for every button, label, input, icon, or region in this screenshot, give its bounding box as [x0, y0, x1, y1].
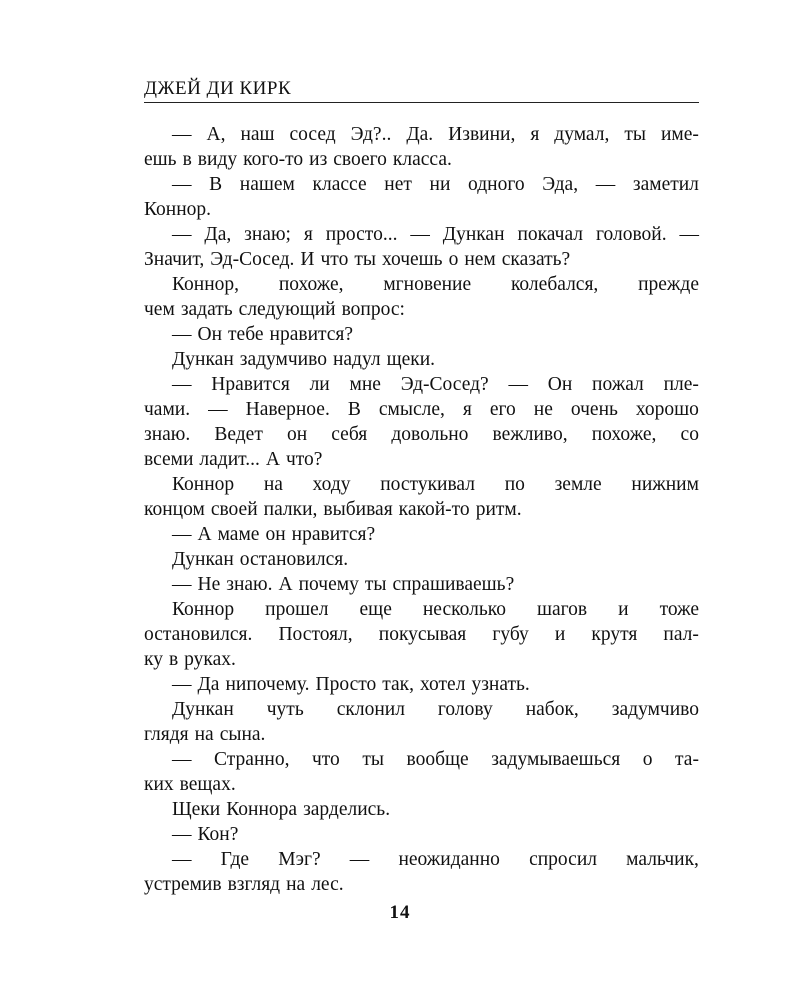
word: следующий: [238, 299, 336, 320]
word: —: [172, 524, 192, 545]
word: в: [168, 649, 179, 670]
word: задумываешься: [491, 749, 621, 770]
text-line: [144, 522, 699, 547]
word: Коннор,: [172, 274, 240, 295]
text-line: [144, 647, 699, 672]
word: Странно,: [214, 749, 290, 770]
text-line: [144, 197, 699, 222]
word: хочешь: [381, 249, 443, 270]
word: в: [182, 149, 192, 170]
word: Кон?: [197, 824, 239, 845]
word: что: [311, 749, 340, 770]
text-line: [144, 672, 699, 697]
word: взгляд: [227, 874, 281, 895]
word: Да: [197, 674, 220, 695]
word: еще: [359, 599, 392, 620]
word: знаю.: [226, 574, 273, 595]
word: о: [448, 249, 459, 270]
word: довольно: [391, 424, 469, 445]
word: Он: [197, 324, 223, 345]
word: что: [320, 249, 349, 270]
word: крутя: [591, 624, 638, 645]
word: так,: [382, 674, 415, 695]
word: своей: [210, 499, 258, 520]
word: ритм.: [475, 499, 522, 520]
word: Эд-Сосед.: [210, 249, 295, 270]
word: со: [680, 424, 699, 445]
word: он: [265, 524, 286, 545]
word: —: [172, 849, 192, 870]
word: остановился.: [144, 624, 253, 645]
word: знаю.: [144, 424, 191, 445]
word: тоже: [659, 599, 699, 620]
word: и: [618, 599, 629, 620]
word: —: [172, 174, 192, 195]
word: и: [554, 624, 566, 645]
word: какой-то: [398, 499, 470, 520]
text-line: [144, 322, 699, 347]
word: задумчиво: [239, 349, 327, 370]
word: ешь: [144, 149, 177, 170]
word: из: [309, 149, 328, 170]
word: остановился.: [239, 549, 349, 570]
word: Дункан: [172, 549, 234, 570]
word: —: [172, 224, 192, 245]
text-line: [144, 822, 699, 847]
word: колебался,: [510, 274, 599, 295]
text-line: [144, 447, 699, 472]
word: шагов: [536, 599, 588, 620]
word: Нравится: [211, 374, 290, 395]
text-line: [144, 122, 699, 147]
word: о: [642, 749, 653, 770]
text-line: [144, 372, 699, 397]
word: несколько: [422, 599, 506, 620]
word: Дункан: [172, 699, 234, 720]
word: нижним: [631, 474, 699, 495]
word: вопрос:: [341, 299, 405, 320]
word: име-: [660, 124, 699, 145]
word: Коннора: [226, 799, 298, 820]
text-line: [144, 847, 699, 872]
word: вежливо,: [492, 424, 568, 445]
word: губу: [492, 624, 529, 645]
text-line: [144, 547, 699, 572]
word: А: [265, 449, 280, 470]
word: лес.: [311, 874, 344, 895]
word: глядя: [144, 724, 189, 745]
word: —: [172, 124, 192, 145]
word: виду: [197, 149, 238, 170]
word: Коннор: [172, 599, 235, 620]
text-line: [144, 297, 699, 322]
word: та-: [675, 749, 699, 770]
word: Щеки: [172, 799, 221, 820]
text-line: [144, 697, 699, 722]
word: вообще: [406, 749, 469, 770]
word: Эд-Сосед?: [400, 374, 489, 395]
word: прошел: [265, 599, 329, 620]
word: что?: [285, 449, 323, 470]
word: В: [347, 399, 361, 420]
text-line: [144, 247, 699, 272]
word: А,: [206, 124, 226, 145]
word: палки,: [263, 499, 318, 520]
text-line: [144, 722, 699, 747]
text-line: [144, 497, 699, 522]
word: ку: [144, 649, 163, 670]
page-number: 14: [389, 902, 411, 923]
word: по: [504, 474, 525, 495]
word: концом: [144, 499, 205, 520]
word: ты: [362, 749, 384, 770]
text-line: [144, 397, 699, 422]
word: ходу: [312, 474, 351, 495]
word: земле: [554, 474, 602, 495]
word: —: [172, 824, 192, 845]
word: —: [679, 224, 699, 245]
author-name-header: ДЖЕЙ ДИ КИРК: [144, 78, 292, 99]
word: маме: [217, 524, 260, 545]
word: —: [172, 574, 192, 595]
word: похоже,: [278, 274, 344, 295]
text-line: [144, 422, 699, 447]
word: ких: [144, 774, 174, 795]
word: пожал: [592, 374, 644, 395]
word: классе: [312, 174, 367, 195]
word: ни: [429, 174, 451, 195]
word: не: [533, 399, 553, 420]
word: чуть: [266, 699, 304, 720]
word: набок,: [525, 699, 579, 720]
word: головой.: [595, 224, 667, 245]
word: —: [595, 174, 616, 195]
word: щеки.: [386, 349, 436, 370]
word: руках.: [184, 649, 236, 670]
text-line: [144, 797, 699, 822]
word: на: [263, 474, 283, 495]
word: на: [194, 724, 214, 745]
word: очень: [570, 399, 618, 420]
word: прежде: [638, 274, 699, 295]
word: Эд?..: [350, 124, 392, 145]
word: нравится?: [269, 324, 354, 345]
body-text: [144, 122, 699, 897]
word: Где: [220, 849, 250, 870]
word: нашем: [239, 174, 295, 195]
word: ли: [309, 374, 330, 395]
word: заметил: [632, 174, 699, 195]
word: В: [209, 174, 223, 195]
word: мальчик,: [626, 849, 699, 870]
word: чем: [144, 299, 175, 320]
word: устремив: [144, 874, 222, 895]
word: нет: [384, 174, 412, 195]
word: Просто: [315, 674, 377, 695]
text-line: [144, 347, 699, 372]
word: неожиданно: [398, 849, 500, 870]
word: просто...: [325, 224, 398, 245]
word: мне: [349, 374, 381, 395]
word: спросил: [529, 849, 597, 870]
word: себя: [331, 424, 368, 445]
word: Да.: [406, 124, 434, 145]
text-line: [144, 272, 699, 297]
word: хорошо: [635, 399, 699, 420]
word: я: [530, 124, 540, 145]
word: —: [410, 224, 430, 245]
word: И: [300, 249, 315, 270]
text-line: [144, 472, 699, 497]
word: Дункан: [172, 349, 234, 370]
text-line: [144, 222, 699, 247]
text-line: [144, 572, 699, 597]
word: задать: [180, 299, 233, 320]
word: чами.: [144, 399, 191, 420]
text-line: [144, 147, 699, 172]
word: сына.: [219, 724, 266, 745]
word: Эда,: [542, 174, 579, 195]
word: Он: [547, 374, 573, 395]
word: —: [349, 849, 370, 870]
word: его: [489, 399, 516, 420]
word: Дункан: [442, 224, 505, 245]
word: голову: [437, 699, 493, 720]
word: на: [286, 874, 306, 895]
word: Не: [197, 574, 221, 595]
word: —: [208, 399, 228, 420]
word: почему: [298, 574, 359, 595]
word: спрашиваешь?: [392, 574, 515, 595]
word: всеми: [144, 449, 194, 470]
word: похоже,: [591, 424, 657, 445]
word: Наверное.: [245, 399, 330, 420]
word: А: [197, 524, 212, 545]
word: думал,: [554, 124, 610, 145]
word: наш: [240, 124, 275, 145]
word: Коннор: [172, 474, 235, 495]
text-line: [144, 747, 699, 772]
word: сказать?: [501, 249, 571, 270]
word: я: [303, 224, 313, 245]
word: надул: [332, 349, 381, 370]
word: задумчиво: [611, 699, 699, 720]
word: пал-: [663, 624, 699, 645]
word: Ведет: [214, 424, 263, 445]
word: нипочему.: [225, 674, 310, 695]
text-line: [144, 597, 699, 622]
word: —: [508, 374, 528, 395]
word: класса.: [392, 149, 452, 170]
word: Да,: [204, 224, 232, 245]
word: сосед: [289, 124, 336, 145]
word: Извини,: [448, 124, 516, 145]
word: своего: [333, 149, 387, 170]
running-header: [144, 76, 699, 103]
word: —: [172, 374, 192, 395]
word: выбивая: [323, 499, 393, 520]
word: знаю;: [244, 224, 291, 245]
word: тебе: [228, 324, 264, 345]
text-line: [144, 172, 699, 197]
word: вещах.: [179, 774, 236, 795]
word: Коннор.: [144, 199, 212, 220]
word: хотел: [420, 674, 466, 695]
word: А: [278, 574, 293, 595]
word: ты: [624, 124, 646, 145]
word: —: [172, 674, 192, 695]
word: —: [172, 324, 192, 345]
word: Значит,: [144, 249, 205, 270]
word: он: [286, 424, 308, 445]
word: узнать.: [471, 674, 530, 695]
word: Постоял,: [278, 624, 353, 645]
text-line: [144, 772, 699, 797]
word: ты: [364, 574, 387, 595]
word: ладит...: [199, 449, 260, 470]
word: я: [462, 399, 472, 420]
word: одного: [468, 174, 525, 195]
word: покачал: [517, 224, 584, 245]
word: кого-то: [243, 149, 304, 170]
word: нравится?: [291, 524, 376, 545]
text-line: [144, 872, 699, 897]
word: склонил: [336, 699, 405, 720]
text-line: [144, 622, 699, 647]
word: постукивал: [380, 474, 475, 495]
word: —: [172, 749, 192, 770]
word: покусывая: [378, 624, 467, 645]
word: пле-: [663, 374, 699, 395]
word: Мэг?: [278, 849, 321, 870]
word: мгновение: [383, 274, 472, 295]
word: смысле,: [378, 399, 445, 420]
word: зарделись.: [303, 799, 391, 820]
word: нем: [464, 249, 496, 270]
word: ты: [354, 249, 376, 270]
